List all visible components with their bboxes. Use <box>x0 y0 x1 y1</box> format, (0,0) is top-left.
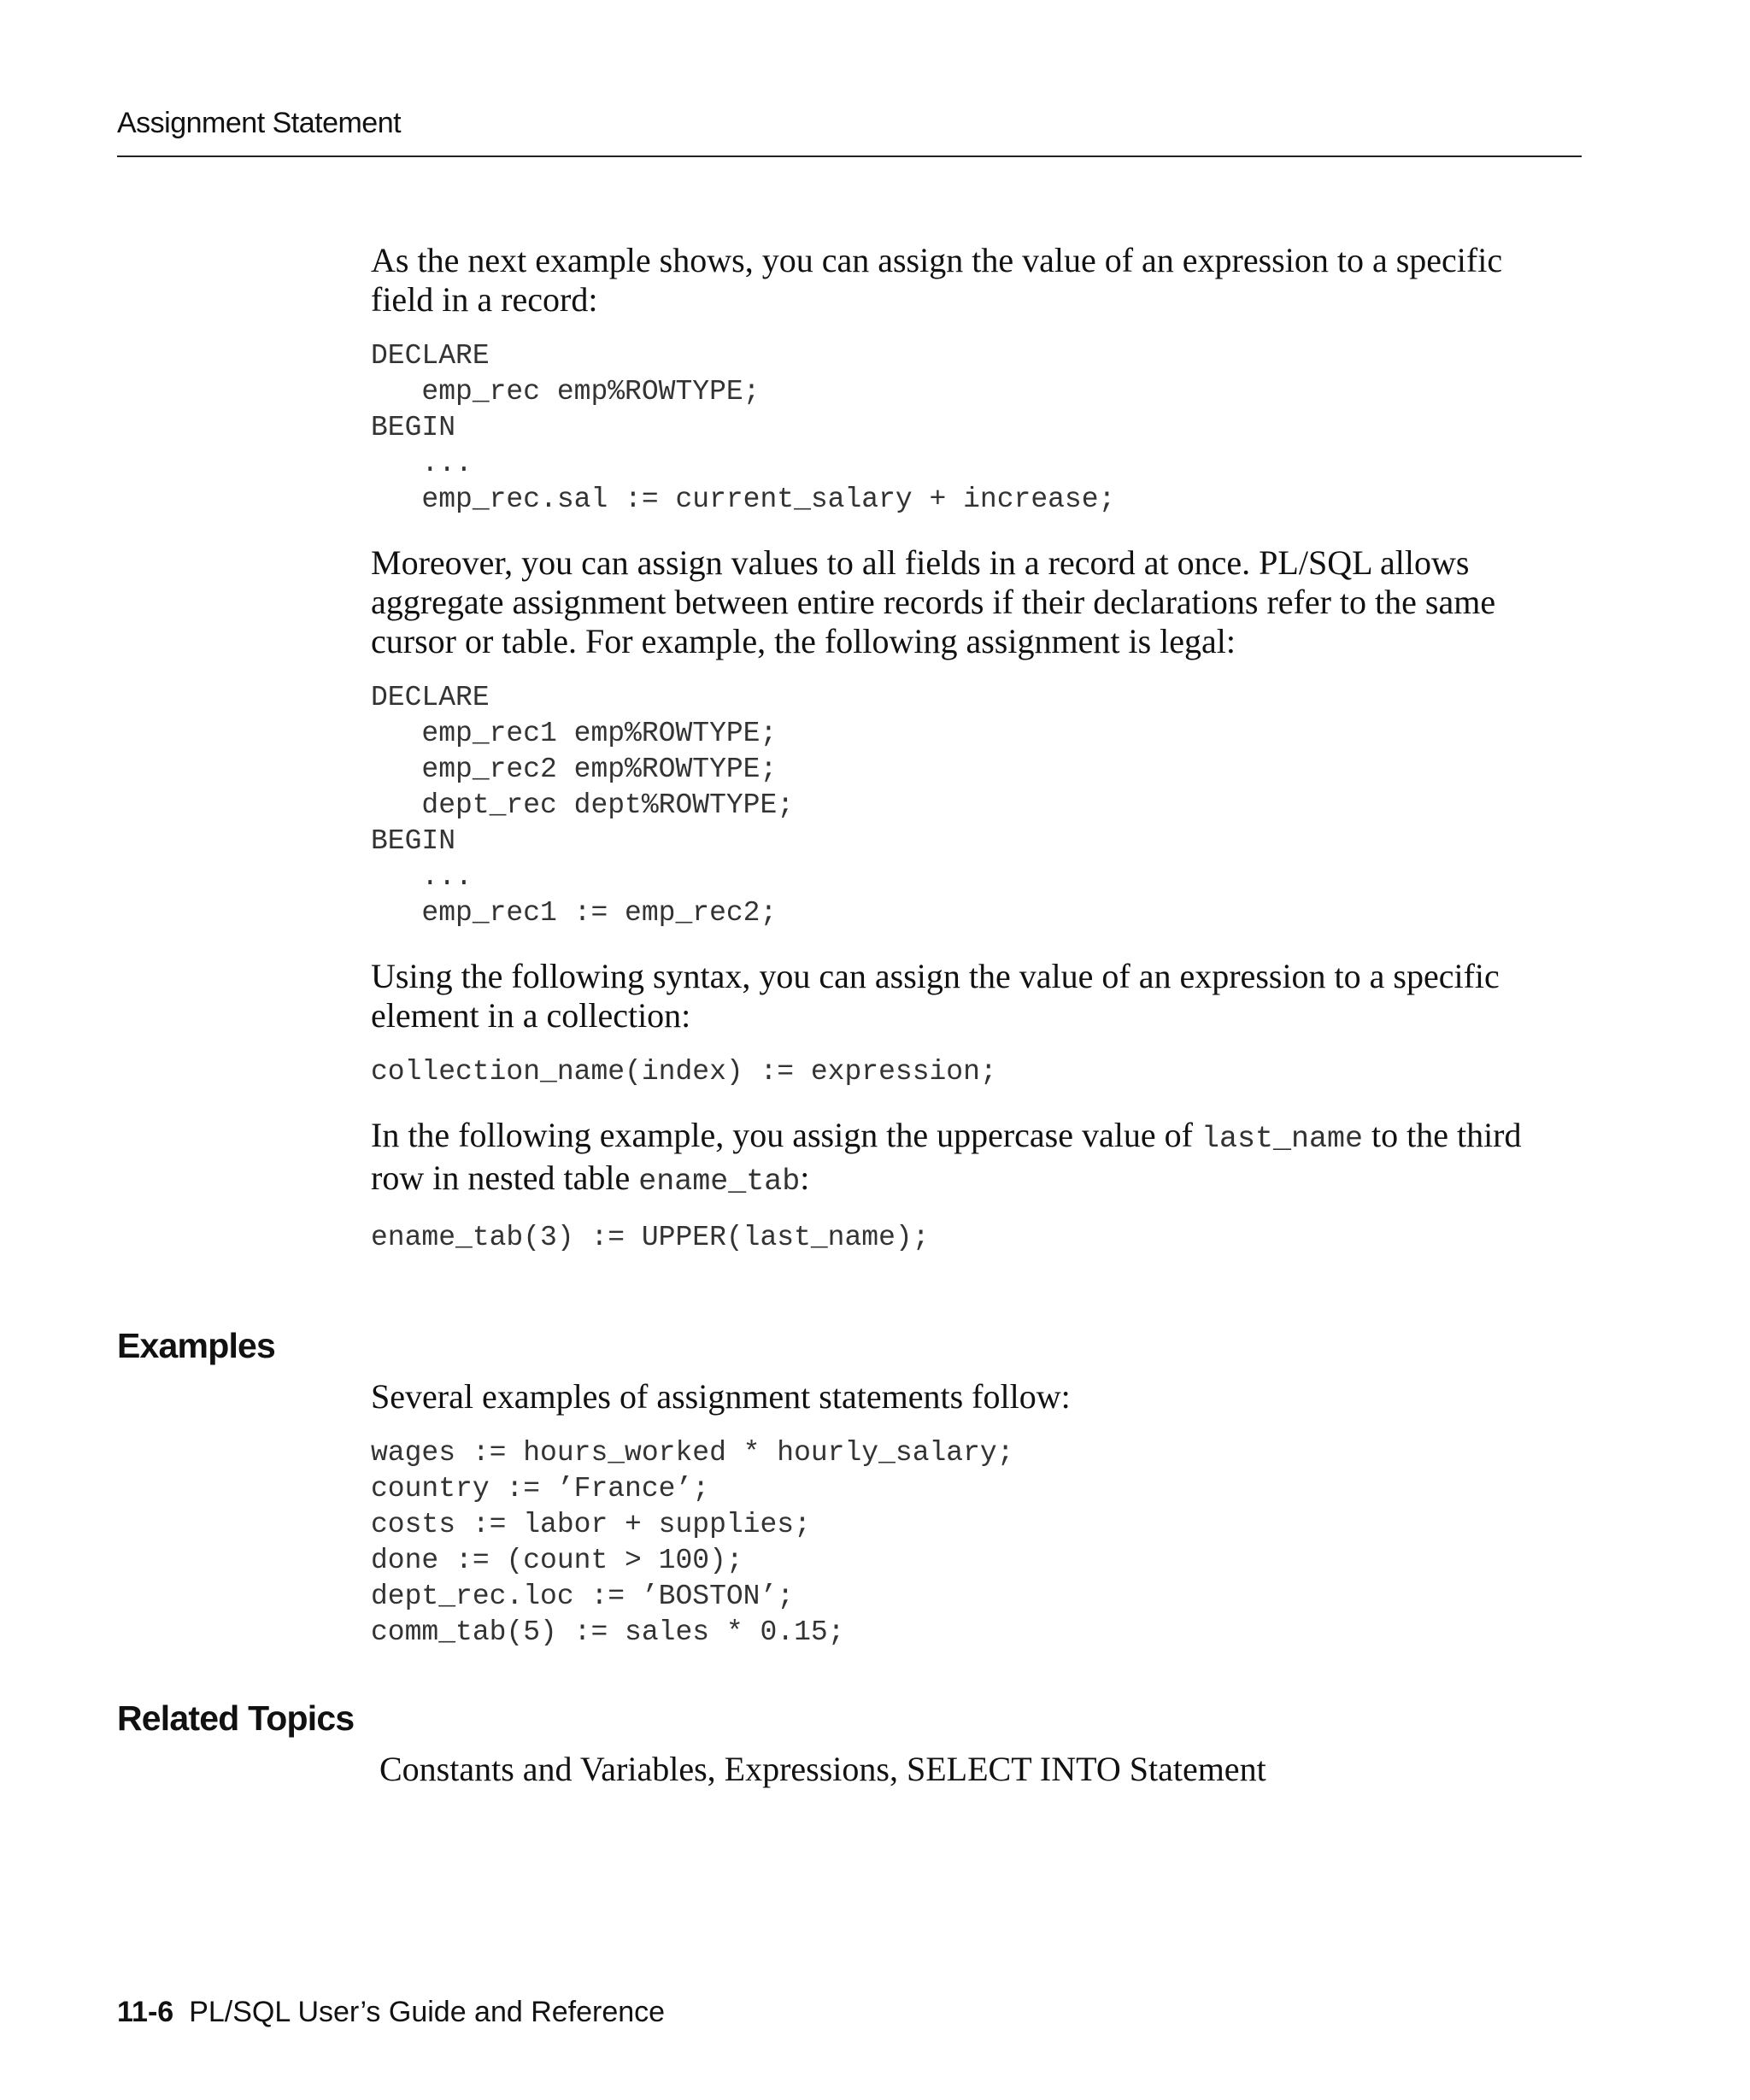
paragraph-text: to the third row in nested table <box>371 1116 1522 1197</box>
paragraph-text: : <box>800 1159 810 1197</box>
main-body <box>371 241 1567 1282</box>
code-block-aggregate-assignment: DECLARE emp_rec1 emp%ROWTYPE; emp_rec2 emp%ROWTYPE; dept_rec dept%ROWTYPE; BEGIN ... emp_rec1 := emp_rec2; <box>371 682 795 929</box>
section-heading-related-topics: Related Topics <box>117 1698 355 1738</box>
related-topics-links[interactable]: Constants and Variables, Expressions, SELECT INTO Statement <box>379 1750 1266 1788</box>
code-block-record-field: DECLARE emp_rec emp%ROWTYPE; BEGIN ... emp_rec.sal := current_salary + increase; <box>371 340 1116 515</box>
code-block-uppercase-example: ename_tab(3) := UPPER(last_name); <box>371 1222 930 1253</box>
book-title: PL/SQL User’s Guide and Reference <box>189 1996 666 2028</box>
header-rule <box>117 155 1582 157</box>
running-header: Assignment Statement <box>117 107 402 139</box>
page-footer <box>117 1996 665 2029</box>
paragraph-text: In the following example, you assign the uppercase value of <box>371 1116 1201 1154</box>
related-topics-body <box>371 1750 1567 1789</box>
inline-code-last-name: last_name <box>1201 1122 1363 1156</box>
paragraph-aggregate-assignment: Moreover, you can assign values to all fields in a record at once. PL/SQL allows aggregate assignment between entire records if their declarations refer to the same cursor or table. For example, the following assignment is legal: <box>371 543 1496 660</box>
examples-body <box>371 1377 1567 1676</box>
page-number: 11-6 <box>117 1996 174 2028</box>
paragraph-examples-intro: Several examples of assignment statements follow: <box>371 1377 1071 1416</box>
paragraph-collection-syntax: Using the following syntax, you can assign the value of an expression to a specific element in a collection: <box>371 957 1500 1035</box>
code-block-collection-syntax: collection_name(index) := expression; <box>371 1056 997 1088</box>
paragraph-record-field: As the next example shows, you can assign the value of an expression to a specific field in a record: <box>371 241 1503 319</box>
code-block-examples: wages := hours_worked * hourly_salary; country := ’France’; costs := labor + supplies; done := (count > 100); dept_rec.loc := ’BOSTON’; comm_tab(5) := sales * 0.15; <box>371 1437 1014 1648</box>
paragraph-uppercase-example <box>371 1116 1567 1201</box>
inline-code-ename-tab: ename_tab <box>638 1164 801 1199</box>
section-heading-examples: Examples <box>117 1326 276 1365</box>
